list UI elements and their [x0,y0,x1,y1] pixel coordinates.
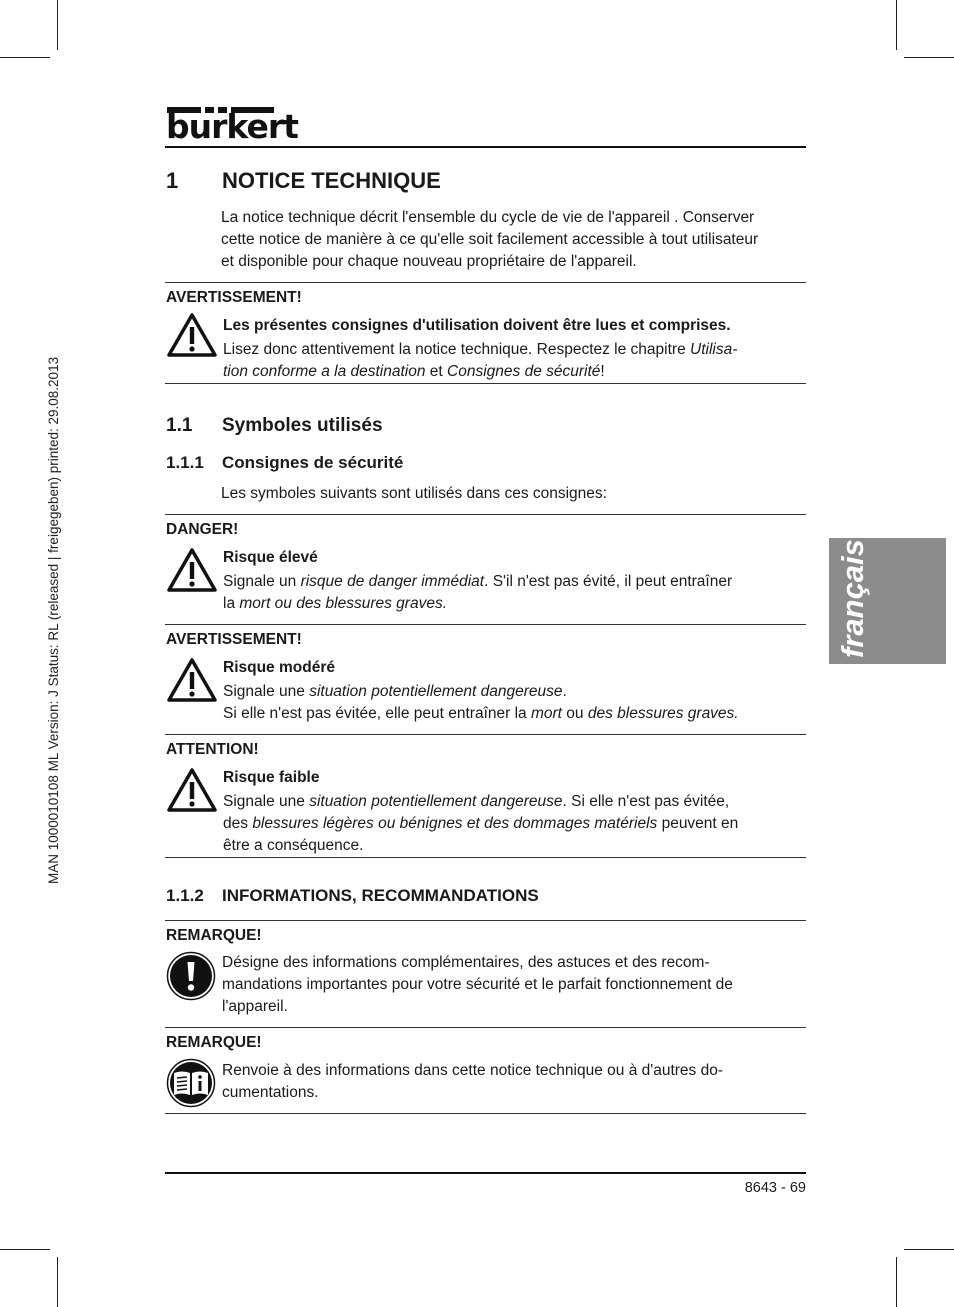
footer-rule [165,1172,806,1174]
remarque-body [222,1060,802,1104]
page-number: 8643 - 69 [744,1180,806,1196]
intro-line: cette notice de manière à ce qu'elle soit facilement accessible à tout utilisateur [221,231,759,248]
section-number: 1.1.2 [166,886,204,905]
crop-mark [904,57,954,58]
divider [165,734,806,735]
divider [165,1113,806,1114]
text-run: et [425,363,448,380]
crop-mark [57,0,58,50]
text-run-italic: Consignes de sécurité [447,363,601,380]
text-run: l'appareil. [222,998,288,1015]
symbols-intro: Les symboles suivants sont utilisés dans ces consignes: [221,485,607,502]
warning-triangle-icon [166,547,218,593]
warning-bold-text: Les présentes consignes d'utilisation doivent être lues et comprises. [223,317,731,334]
divider [165,1027,806,1028]
text-run-italic: situation potentiellement dangereuse [309,793,563,810]
text-run: Lisez donc attentivement la notice technique. Respectez le chapitre [223,341,690,358]
attention-label: ATTENTION! [166,741,259,758]
avertissement-body [223,681,803,725]
warning-body [223,339,803,383]
text-run: Si elle n'est pas évitée, elle peut entraîner la [223,705,531,722]
text-run: . [562,683,567,700]
text-run: être a conséquence. [223,837,364,854]
text-run: . Si elle n'est pas évitée, [562,793,730,810]
text-run: la [223,595,240,612]
document-meta: MAN 1000010108 ML Version: J Status: RL (released | freigegeben) printed: 29.08.2013 [46,356,61,884]
danger-body [223,571,803,615]
text-run-italic: des blessures graves. [587,705,739,722]
header-rule [165,146,806,148]
divider [165,624,806,625]
text-run: des [223,815,253,832]
section-title: INFORMATIONS, RECOMMANDATIONS [222,886,539,905]
warning-label: AVERTISSEMENT! [166,289,302,306]
text-run: Signale un [223,573,301,590]
remarque-label: REMARQUE! [166,927,262,944]
text-run-italic: situation potentiellement dangereuse [309,683,563,700]
text-run: Désigne des informations complémentaires, des astuces et des recom- [222,954,710,971]
divider [165,920,806,921]
warning-triangle-icon [166,312,218,358]
attention-bold-text: Risque faible [223,769,320,786]
text-run-italic: risque de danger immédiat [300,573,485,590]
divider [165,857,806,858]
language-tab-label: français [835,539,870,658]
section-number: 1.1 [166,415,193,436]
info-book-icon [166,1058,216,1108]
section-number: 1 [166,168,179,193]
crop-mark [904,1249,954,1250]
intro-line: La notice technique décrit l'ensemble du cycle de vie de l'appareil . Conserver [221,209,755,226]
text-run: Signale une [223,793,310,810]
text-run-italic: Utilisa- [690,341,738,358]
crop-mark [896,1257,897,1307]
burkert-logo [166,104,298,146]
warning-triangle-icon [166,767,218,813]
divider [165,282,806,283]
section-number: 1.1.1 [166,453,204,472]
avertissement-label: AVERTISSEMENT! [166,631,302,648]
exclamation-circle-icon [166,951,216,1001]
text-run: Signale une [223,683,310,700]
intro-paragraph [221,207,811,273]
text-run-italic: mort [530,705,562,722]
remarque-label: REMARQUE! [166,1034,262,1051]
text-run: Renvoie à des informations dans cette notice technique ou à d'autres do- [222,1062,723,1079]
text-run-italic: tion conforme a la destination [223,363,426,380]
section-title: Symboles utilisés [222,415,383,436]
attention-body [223,791,803,857]
logo-wordmark: burkert [166,107,298,146]
section-title: NOTICE TECHNIQUE [222,168,441,193]
text-run: mandations importantes pour votre sécurité et le parfait fonctionnement de [222,976,733,993]
remarque-body [222,952,802,1018]
language-tab [829,538,946,664]
text-run-italic: mort ou des blessures graves. [239,595,447,612]
danger-bold-text: Risque élevé [223,549,318,566]
danger-label: DANGER! [166,521,239,538]
divider [165,383,806,384]
avertissement-bold-text: Risque modéré [223,659,335,676]
warning-triangle-icon [166,657,218,703]
text-run: peuvent en [657,815,739,832]
section-title: Consignes de sécurité [222,453,404,472]
text-run-italic: blessures légères ou bénignes et des dommages matériels [252,815,658,832]
crop-mark [0,1249,50,1250]
crop-mark [57,1257,58,1307]
text-run: . S'il n'est pas évité, il peut entraîner [484,573,733,590]
text-run: ou [561,705,588,722]
text-run: cumentations. [222,1084,319,1101]
divider [165,514,806,515]
crop-mark [896,0,897,50]
intro-line: et disponible pour chaque nouveau propriétaire de l'appareil. [221,253,637,270]
text-run: ! [600,363,605,380]
crop-mark [0,57,50,58]
